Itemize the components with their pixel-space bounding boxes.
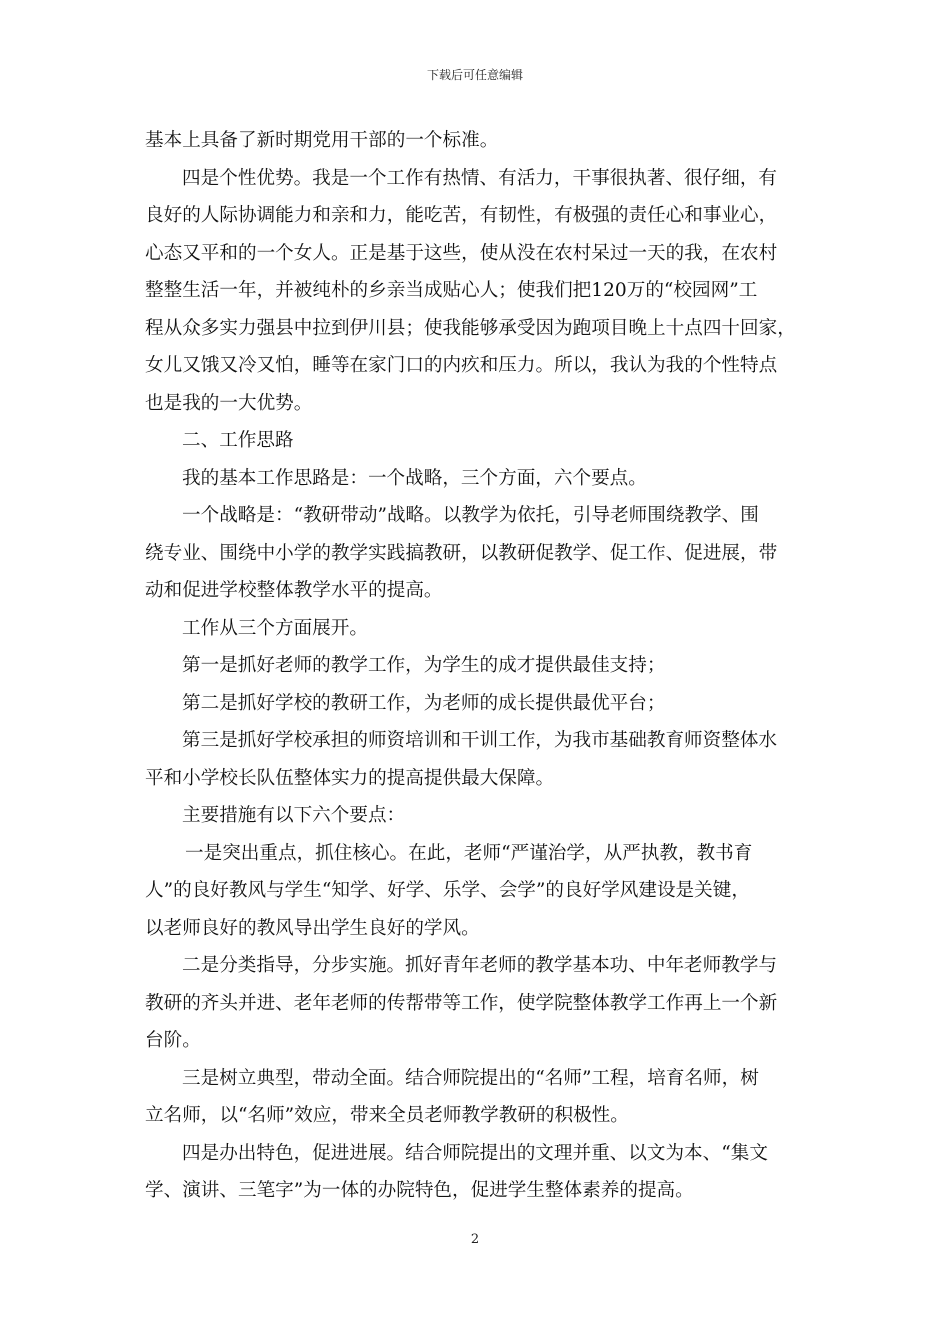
text-line: 基本上具备了新时期党用干部的一个标准。 (145, 130, 499, 151)
page-number: 2 (470, 1232, 480, 1247)
text-line: 我的基本工作思路是：一个战略，三个方面，六个要点。 (182, 467, 647, 489)
text-line: 第三是抓好学校承担的师资培训和干训工作，为我市基础教育师资整体水 (182, 730, 778, 751)
text-line: 平和小学校长队伍整体实力的提高提供最大保障。 (145, 767, 555, 789)
text-line: 第二是抓好学校的教研工作，为老师的成长提供最优平台； (182, 692, 666, 714)
text-line: 二是分类指导，分步实施。抓好青年老师的教学基本功、中年老师教学与 (182, 955, 778, 976)
text-line: 也是我的一大优势。 (145, 392, 313, 414)
text-line: 四是办出特色，促进进展。结合师院提出的文理并重、以文为本、“集文 (182, 1142, 768, 1164)
text-line: 程从众多实力强县中拉到伊川县；使我能够承受因为跑项目晚上十点四十回家， (145, 317, 796, 339)
text-line: 一是突出重点，抓住核心。在此，老师“严谨治学，从严执教，教书育 (185, 842, 753, 864)
text-line: 良好的人际协调能力和亲和力，能吃苦，有韧性，有极强的责任心和事业心， (145, 205, 778, 226)
text-line: 三是树立典型，带动全面。结合师院提出的“名师”工程，培育名师，树 (182, 1067, 759, 1089)
text-line: 台阶。 (145, 1030, 201, 1051)
text-line: 一个战略是：“教研带动”战略。以教学为依托，引导老师围绕教学、围 (182, 505, 759, 526)
text-line: 心态又平和的一个女人。正是基于这些，使从没在农村呆过一天的我，在农村 (145, 242, 778, 264)
text-line: 教研的齐头并进、老年老师的传帮带等工作，使学院整体教学工作再上一个新 (145, 992, 778, 1014)
text-line: 第一是抓好老师的教学工作，为学生的成才提供最佳支持； (182, 655, 666, 676)
text-line: 以老师良好的教风导出学生良好的学风。 (145, 917, 480, 939)
text-line: 工作从三个方面展开。 (182, 617, 368, 639)
text-line: 绕专业、围绕中小学的教学实践搞教研，以教研促教学、促工作、促进展，带 (145, 542, 778, 564)
text-line: 四是个性优势。我是一个工作有热情、有活力，干事很执著、很仔细，有 (182, 167, 778, 189)
text-line: 整整生活一年，并被纯朴的乡亲当成贴心人；使我们把120万的“校园网”工 (145, 280, 758, 301)
document-body (145, 122, 810, 1210)
text-line: 立名师，以“名师”效应，带来全员老师教学教研的积极性。 (145, 1105, 629, 1126)
section-heading: 二、工作思路 (182, 430, 294, 451)
text-line: 人”的良好教风与学生“知学、好学、乐学、会学”的良好学风建设是关键， (145, 880, 750, 901)
page-header: 下载后可任意编辑 (426, 68, 523, 82)
text-line: 动和促进学校整体教学水平的提高。 (145, 580, 443, 601)
text-line: 主要措施有以下六个要点： (182, 805, 406, 826)
text-line: 学、演讲、三笔字”为一体的办院特色，促进学生整体素养的提高。 (145, 1180, 694, 1201)
text-line: 女儿又饿又冷又怕，睡等在家门口的内疚和压力。所以，我认为我的个性特点 (145, 355, 778, 376)
